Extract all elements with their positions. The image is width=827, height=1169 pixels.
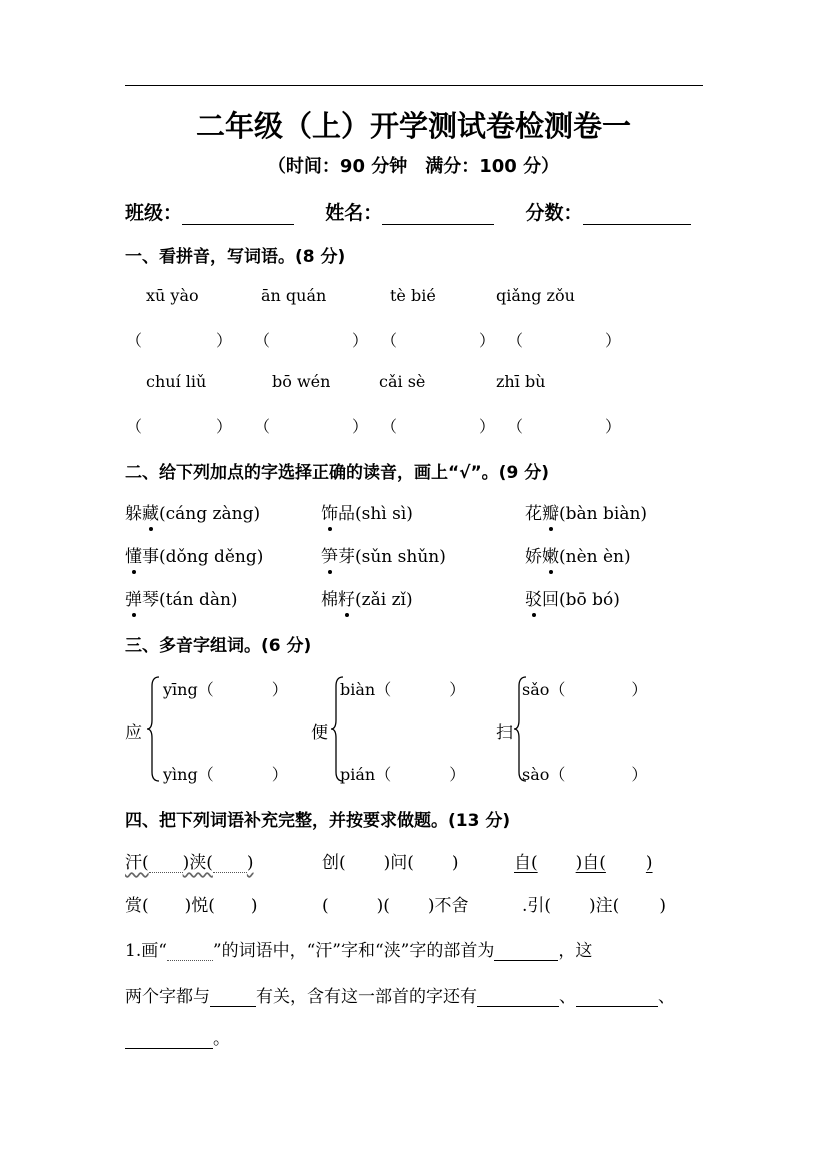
- reading-item-6[interactable]: 娇嫩(nèn èn): [525, 542, 631, 567]
- reading-item-8[interactable]: 棉籽(zǎi zǐ): [321, 585, 413, 610]
- answer-box-1[interactable]: （ ）: [126, 331, 233, 350]
- name-label: 姓名：: [325, 202, 383, 224]
- class-blank[interactable]: [182, 204, 294, 225]
- reading-item-9[interactable]: 驳回(bō bó): [525, 585, 620, 610]
- polyphone-1-bottom[interactable]: yìng（ ）: [163, 765, 288, 784]
- answer-box-2[interactable]: （ ）: [254, 331, 369, 350]
- polyphone-3-bottom[interactable]: sào（ ）: [522, 765, 648, 784]
- pinyin-6: bō wén: [272, 372, 331, 391]
- pinyin-5: chuí liǔ: [146, 372, 207, 391]
- example-blank-3[interactable]: [125, 1030, 213, 1049]
- info-fields: [125, 198, 691, 225]
- answer-box-7[interactable]: （ ）: [381, 417, 496, 436]
- reading-item-3[interactable]: 花瓣(bàn biàn): [525, 499, 647, 524]
- reading-item-7[interactable]: 弹琴(tán dàn): [125, 585, 238, 610]
- reading-item-5[interactable]: 笋芽(sǔn shǔn): [321, 542, 446, 567]
- polyphone-2-top[interactable]: biàn（ ）: [340, 680, 466, 699]
- idiom-1[interactable]: 汗( )浃( ): [125, 853, 254, 873]
- polyphone-char-2: 便: [311, 723, 328, 743]
- idiom-3[interactable]: 自( )自( ): [514, 853, 653, 873]
- pinyin-8: zhī bù: [496, 372, 546, 391]
- example-blank-1[interactable]: [477, 988, 559, 1007]
- answer-box-8[interactable]: （ ）: [507, 417, 622, 436]
- class-label: 班级：: [125, 202, 183, 224]
- question-1-line-2: 两个字都与 有关，含有这一部首的字还有 、 、: [125, 987, 675, 1007]
- score-label: 分数：: [525, 202, 583, 224]
- reading-item-4[interactable]: 懂事(dǒng děng): [125, 542, 263, 567]
- name-blank[interactable]: [382, 204, 494, 225]
- example-blank-2[interactable]: [576, 988, 658, 1007]
- brace-1: [146, 676, 160, 782]
- section-4-heading: 四、把下列词语补充完整，并按要求做题。(13 分): [125, 811, 511, 831]
- answer-box-4[interactable]: （ ）: [507, 331, 622, 350]
- page-subtitle: （时间：90 分钟 满分：100 分）: [267, 156, 560, 177]
- polyphone-char-1: 应: [125, 723, 142, 743]
- idiom-5[interactable]: ( )( )不舍: [322, 896, 469, 916]
- pinyin-2: ān quán: [261, 286, 327, 305]
- pinyin-3: tè bié: [390, 286, 436, 305]
- reading-item-1[interactable]: 躲藏(cáng zàng): [125, 499, 260, 524]
- question-1-line-3: 。: [125, 1024, 230, 1049]
- answer-box-3[interactable]: （ ）: [381, 331, 496, 350]
- section-2-heading: 二、给下列加点的字选择正确的读音，画上“√”。(9 分): [125, 463, 549, 483]
- idiom-4[interactable]: 赏( )悦( ): [125, 896, 258, 916]
- pinyin-4: qiǎng zǒu: [496, 286, 575, 305]
- polyphone-3-top[interactable]: sǎo（ ）: [522, 680, 648, 699]
- polyphone-2-bottom[interactable]: pián（ ）: [340, 765, 466, 784]
- polyphone-char-3: 扫: [496, 723, 513, 743]
- answer-box-5[interactable]: （ ）: [126, 417, 233, 436]
- section-3-heading: 三、多音字组词。(6 分): [125, 636, 312, 656]
- idiom-6[interactable]: .引( )注( ): [522, 896, 666, 916]
- relation-blank[interactable]: [210, 988, 256, 1007]
- pinyin-1: xū yào: [146, 286, 199, 305]
- section-1-heading: 一、看拼音，写词语。(8 分): [125, 247, 346, 267]
- idiom-2[interactable]: 创( )问( ): [322, 853, 459, 873]
- question-1-line-1: 1.画“ ”的词语中，“汗”字和“浃”字的部首为 ，这: [125, 941, 593, 961]
- score-blank[interactable]: [583, 204, 691, 225]
- reading-item-2[interactable]: 饰品(shì sì): [321, 499, 413, 524]
- page-title: 二年级（上）开学测试卷检测卷一: [195, 109, 631, 143]
- polyphone-1-top[interactable]: yīng（ ）: [163, 680, 288, 699]
- pinyin-7: cǎi sè: [379, 372, 426, 391]
- answer-box-6[interactable]: （ ）: [254, 417, 369, 436]
- top-rule: [125, 85, 703, 86]
- radical-blank[interactable]: [494, 942, 558, 961]
